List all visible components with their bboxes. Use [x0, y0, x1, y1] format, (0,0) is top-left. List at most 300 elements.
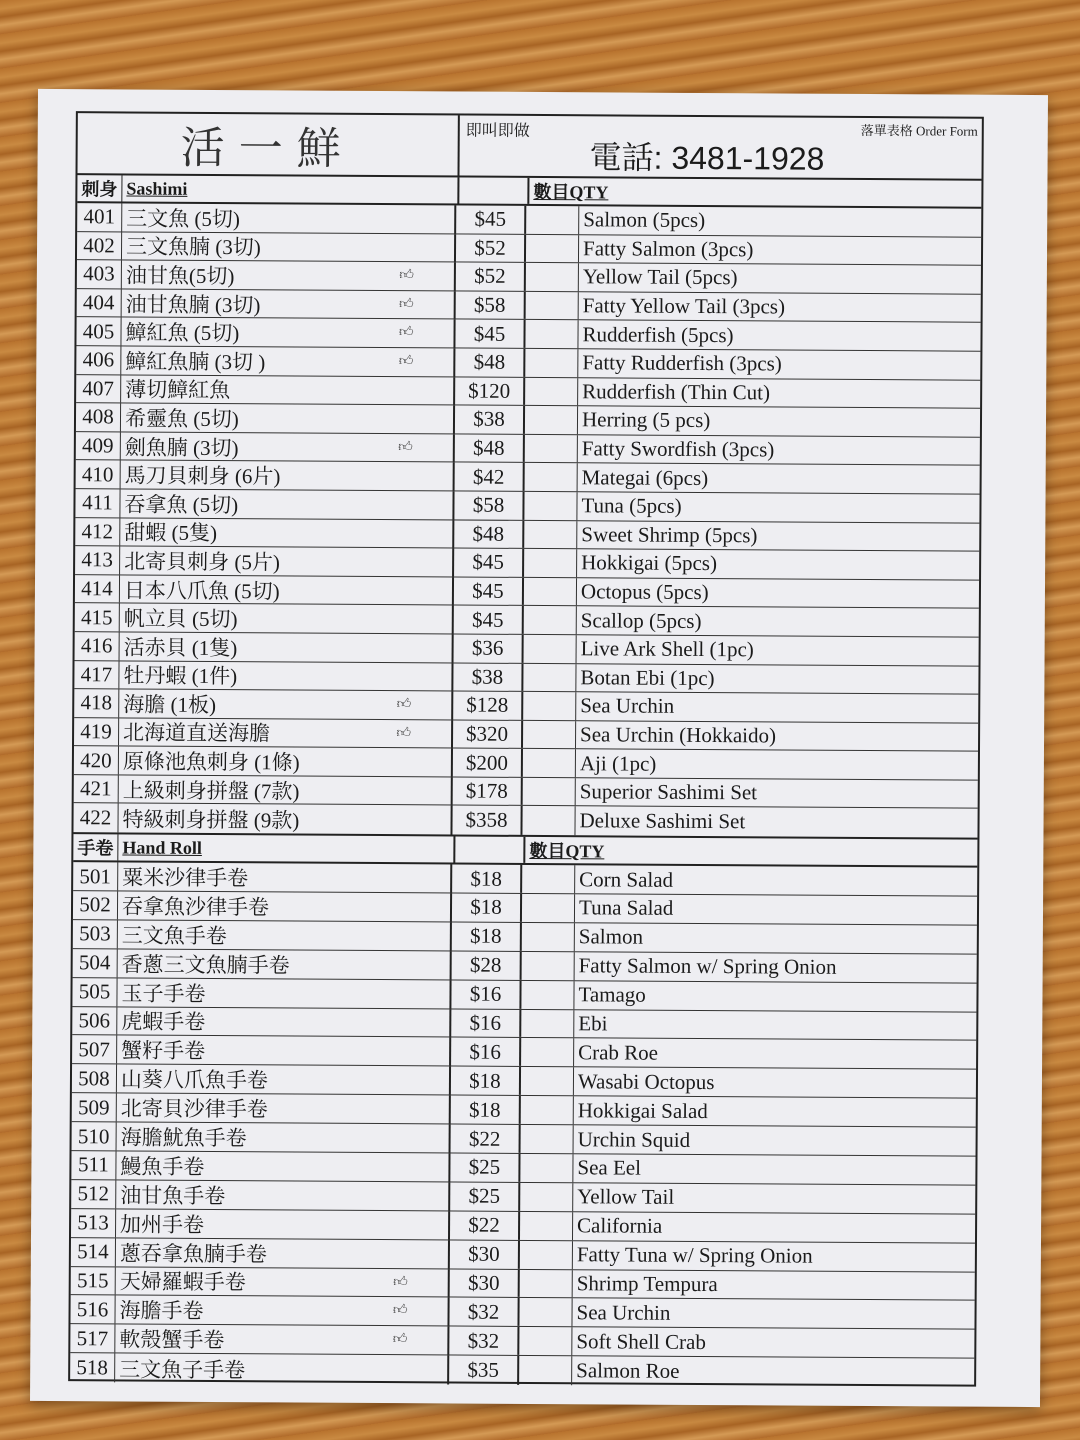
- item-chinese-name: [115, 1354, 449, 1385]
- item-english-name-text: Herring (5 pcs): [581, 407, 711, 433]
- item-number-text: 408: [82, 404, 114, 429]
- menu-row: [73, 804, 977, 838]
- qty-field[interactable]: [524, 492, 577, 520]
- item-price-text: $28: [469, 952, 502, 977]
- item-english-name: [574, 1068, 976, 1098]
- item-chinese-name: [119, 690, 453, 720]
- item-english-name: [574, 1125, 976, 1155]
- item-chinese-name-text: 海膽魷魚手卷: [120, 1125, 247, 1151]
- item-english-name: [579, 263, 981, 293]
- item-number: [77, 289, 122, 317]
- item-chinese-name: [121, 375, 455, 405]
- item-number-text: 417: [80, 661, 113, 687]
- qty-field[interactable]: [521, 1038, 574, 1066]
- item-chinese-name: [115, 1325, 449, 1355]
- item-number: [74, 746, 119, 774]
- item-chinese-name-text: 油甘魚(5切): [125, 263, 235, 289]
- item-chinese-name: [120, 547, 454, 577]
- item-number: [71, 1267, 116, 1295]
- item-english-name: [574, 1096, 976, 1126]
- item-price: [449, 1327, 519, 1355]
- item-english-name: [575, 952, 977, 982]
- item-price-text: $32: [467, 1299, 500, 1324]
- item-english-name: [573, 1241, 975, 1271]
- item-english-name-text: Fatty Rudderfish (3pcs): [582, 350, 782, 376]
- order-form-paper: [30, 89, 1048, 1407]
- item-number-text: 507: [78, 1037, 110, 1062]
- item-number-text: 422: [79, 805, 112, 830]
- item-english-name: [577, 492, 979, 522]
- item-number-text: 514: [77, 1239, 109, 1264]
- qty-field[interactable]: [524, 578, 577, 606]
- item-english-name: [578, 406, 980, 436]
- item-english-name: [578, 321, 980, 351]
- item-chinese-name: [122, 261, 456, 291]
- item-number-text: 515: [76, 1268, 109, 1293]
- item-price-text: $30: [467, 1270, 500, 1295]
- item-number: [73, 804, 118, 833]
- form-header: [77, 113, 981, 181]
- qty-field[interactable]: [522, 952, 575, 980]
- item-english-name-text: Live Ark Shell (1pc): [580, 636, 754, 662]
- item-english-name-text: Fatty Salmon w/ Spring Onion: [578, 953, 837, 979]
- order-form: [68, 111, 984, 1387]
- item-number: [75, 603, 120, 631]
- item-number-text: 508: [78, 1065, 110, 1091]
- qty-field[interactable]: [524, 520, 577, 548]
- item-number-text: 420: [80, 747, 112, 772]
- item-english-name-text: Aji (1pc): [579, 750, 657, 776]
- item-english-name-text: Ebi: [578, 1011, 608, 1036]
- item-price: [455, 406, 525, 434]
- item-price: [451, 1009, 521, 1037]
- item-price-text: $45: [474, 206, 507, 232]
- item-chinese-name: [122, 203, 456, 233]
- qty-field[interactable]: [522, 865, 575, 893]
- item-english-name-text: Corn Salad: [579, 866, 674, 892]
- item-chinese-name: [121, 346, 455, 376]
- item-chinese-name: [120, 604, 454, 634]
- item-english-name-text: Crab Roe: [578, 1040, 659, 1065]
- item-price-text: $16: [469, 1039, 501, 1064]
- item-english-name: [575, 923, 977, 953]
- item-price: [449, 1356, 519, 1385]
- item-chinese-name: [116, 1238, 450, 1268]
- qty-field[interactable]: [520, 1269, 573, 1297]
- qty-field[interactable]: [521, 1125, 574, 1153]
- item-english-name: [572, 1328, 974, 1358]
- item-chinese-name-text: 特級刺身拼盤 (9款): [122, 807, 300, 833]
- item-english-name: [577, 521, 979, 551]
- item-price: [453, 720, 523, 748]
- item-chinese-name: [116, 1180, 450, 1210]
- qty-field[interactable]: [524, 606, 577, 634]
- item-english-name-text: California: [577, 1213, 663, 1238]
- qty-field[interactable]: [525, 320, 578, 348]
- item-english-name: [576, 750, 978, 780]
- item-chinese-name: [120, 575, 454, 605]
- item-english-name: [576, 664, 978, 694]
- thumbs-up-icon: 👍︎: [399, 268, 414, 284]
- item-number-text: 409: [82, 433, 114, 458]
- item-price: [450, 1153, 520, 1181]
- item-number: [75, 518, 120, 546]
- item-chinese-name: [116, 1151, 450, 1181]
- item-english-name: [579, 206, 981, 236]
- item-number-text: 502: [79, 892, 111, 917]
- item-number: [77, 232, 122, 260]
- item-chinese-name: [118, 891, 452, 921]
- qty-field[interactable]: [521, 1067, 574, 1095]
- item-english-name: [577, 549, 979, 579]
- item-number: [72, 1122, 117, 1150]
- item-price-text: $52: [474, 235, 506, 260]
- item-chinese-name: [117, 1007, 451, 1037]
- qty-field[interactable]: [526, 235, 579, 263]
- item-price-text: $48: [473, 435, 505, 460]
- sashimi-qty-label: 數目QTY: [533, 181, 609, 203]
- item-chinese-name-text: 牡丹蝦 (1件): [123, 663, 238, 689]
- item-chinese-name-text: 海膽 (1板): [123, 692, 217, 717]
- handroll-section: [70, 832, 977, 1388]
- item-price-text: $25: [468, 1183, 501, 1209]
- handroll-cn-label: 手卷: [73, 834, 118, 860]
- item-number-text: 509: [77, 1094, 110, 1120]
- item-chinese-name-text: 蔥吞拿魚腩手卷: [119, 1241, 267, 1266]
- item-chinese-name-text: 蟹籽手卷: [121, 1038, 206, 1064]
- item-english-name-text: Salmon: [578, 924, 644, 949]
- item-chinese-name-text: 油甘魚腩 (3切): [125, 292, 261, 317]
- item-english-name: [573, 1212, 975, 1242]
- item-english-name: [579, 235, 981, 265]
- item-english-name-text: Tuna Salad: [578, 895, 674, 921]
- item-chinese-name-text: 三文魚腩 (3切): [125, 234, 261, 260]
- item-number: [70, 1296, 115, 1324]
- item-price-text: $58: [473, 292, 506, 317]
- qty-field[interactable]: [526, 292, 579, 320]
- item-number: [76, 461, 121, 489]
- item-price: [450, 1182, 520, 1210]
- item-price: [454, 577, 524, 605]
- item-price: [450, 1269, 520, 1297]
- sashimi-en-label: Sashimi: [126, 177, 188, 199]
- item-number: [73, 891, 118, 919]
- item-price: [453, 749, 523, 777]
- item-english-name-text: Sea Eel: [577, 1155, 642, 1181]
- qty-field[interactable]: [525, 463, 578, 491]
- item-price-text: $45: [471, 607, 504, 632]
- qty-field[interactable]: [523, 778, 576, 806]
- item-english-name-text: Sea Urchin (Hokkaido): [580, 722, 777, 748]
- item-price: [450, 1240, 520, 1268]
- item-number: [72, 1064, 117, 1092]
- item-chinese-name-text: 鰻魚手卷: [120, 1154, 205, 1179]
- item-english-name: [578, 349, 980, 379]
- item-number: [73, 862, 118, 890]
- qty-field[interactable]: [523, 749, 576, 777]
- item-number: [72, 978, 117, 1006]
- qty-field[interactable]: [520, 1183, 573, 1211]
- item-number: [70, 1324, 115, 1352]
- item-price: [450, 1211, 520, 1239]
- item-number: [75, 489, 120, 517]
- item-number: [74, 689, 119, 717]
- item-number: [77, 260, 122, 288]
- item-chinese-name-text: 馬刀貝刺身 (6片): [124, 463, 281, 489]
- qty-field[interactable]: [520, 1154, 573, 1182]
- item-chinese-name: [119, 775, 453, 805]
- item-chinese-name-text: 山葵八爪魚手卷: [120, 1067, 269, 1093]
- item-number-text: 407: [82, 376, 115, 401]
- item-price-text: $45: [473, 321, 506, 346]
- item-chinese-name-text: 日本八爪魚 (5切): [123, 577, 280, 603]
- item-english-name: [578, 435, 980, 465]
- item-number-text: 501: [79, 863, 112, 888]
- qty-field[interactable]: [521, 981, 574, 1009]
- item-chinese-name-text: 鱆紅魚 (5切): [125, 320, 240, 346]
- handroll-en-label: Hand Roll: [122, 837, 202, 858]
- qty-field[interactable]: [522, 923, 575, 951]
- item-chinese-name-text: 加州手卷: [120, 1212, 205, 1237]
- item-chinese-name: [117, 1094, 451, 1124]
- item-number: [75, 575, 120, 603]
- item-chinese-name: [121, 318, 455, 348]
- header-info: [459, 116, 981, 179]
- item-price: [451, 1067, 521, 1095]
- qty-field[interactable]: [525, 377, 578, 405]
- item-english-name-text: Salmon Roe: [576, 1358, 680, 1384]
- item-price-text: $30: [468, 1241, 500, 1266]
- item-chinese-name-text: 甜蝦 (5隻): [124, 520, 218, 546]
- item-price-text: $22: [468, 1212, 500, 1237]
- item-number-text: 421: [79, 776, 112, 801]
- item-chinese-name: [117, 1123, 451, 1153]
- item-english-name-text: Superior Sashimi Set: [579, 779, 758, 805]
- item-number: [71, 1151, 116, 1179]
- item-english-name: [577, 578, 979, 608]
- item-price: [455, 320, 525, 348]
- item-chinese-name: [118, 862, 452, 892]
- item-chinese-name: [117, 1065, 451, 1095]
- qty-field[interactable]: [525, 349, 578, 377]
- item-number-text: 517: [76, 1325, 109, 1351]
- item-chinese-name-text: 粟米沙律手卷: [122, 865, 249, 891]
- item-number-text: 518: [76, 1355, 109, 1380]
- item-english-name-text: Fatty Swordfish (3pcs): [581, 436, 775, 462]
- item-chinese-name-text: 海膽手卷: [119, 1298, 204, 1324]
- item-number: [72, 1093, 117, 1121]
- item-number-text: 419: [80, 719, 112, 744]
- qty-field[interactable]: [524, 549, 577, 577]
- item-chinese-name: [121, 432, 455, 462]
- thumbs-up-icon: 👍︎: [393, 1274, 408, 1290]
- item-english-name-text: Rudderfish (Thin Cut): [582, 379, 771, 405]
- item-chinese-name-text: 軟殼蟹手卷: [119, 1327, 225, 1353]
- item-chinese-name: [122, 232, 456, 262]
- item-english-name: [575, 807, 977, 838]
- item-english-name-text: Rudderfish (5pcs): [582, 321, 734, 347]
- item-chinese-name-text: 吞拿魚 (5切): [124, 492, 239, 517]
- item-number: [72, 1007, 117, 1035]
- item-number-text: 405: [82, 318, 115, 344]
- item-price: [452, 951, 522, 979]
- item-price: [451, 1038, 521, 1066]
- qty-field[interactable]: [519, 1327, 572, 1355]
- item-chinese-name: [119, 718, 453, 748]
- item-price-text: $38: [473, 407, 505, 432]
- item-chinese-name: [120, 632, 454, 662]
- item-price-text: $52: [474, 264, 506, 289]
- item-english-name-text: Fatty Salmon (3pcs): [582, 236, 754, 262]
- item-price-text: $22: [468, 1126, 501, 1151]
- item-english-name: [574, 1039, 976, 1069]
- item-price-text: $320: [466, 721, 509, 746]
- item-number-text: 416: [80, 633, 113, 658]
- item-chinese-name-text: 三文魚 (5切): [126, 206, 241, 231]
- item-chinese-name: [118, 920, 452, 950]
- item-english-name: [578, 464, 980, 494]
- item-chinese-name: [121, 461, 455, 491]
- item-number-text: 410: [81, 461, 114, 487]
- item-price: [455, 348, 525, 376]
- item-price-text: $35: [467, 1357, 500, 1382]
- item-number: [76, 375, 121, 403]
- item-number: [70, 1353, 115, 1382]
- menu-row: [70, 1353, 974, 1387]
- item-chinese-name: [120, 489, 454, 519]
- item-number-text: 401: [83, 204, 116, 229]
- item-english-name: [572, 1299, 974, 1329]
- qty-field[interactable]: [526, 263, 579, 291]
- sashimi-rows: [73, 203, 981, 838]
- item-number-text: 414: [81, 576, 113, 601]
- item-number-text: 506: [78, 1008, 111, 1033]
- item-price: [451, 1096, 521, 1124]
- item-price-text: $18: [469, 1068, 501, 1093]
- qty-field[interactable]: [525, 406, 578, 434]
- item-chinese-name: [117, 1036, 451, 1066]
- item-price: [454, 491, 524, 519]
- item-number: [71, 1238, 116, 1266]
- item-chinese-name: [118, 804, 452, 835]
- item-number-text: 512: [77, 1181, 110, 1206]
- item-price: [451, 980, 521, 1008]
- item-number: [74, 661, 119, 689]
- item-chinese-name-text: 油甘魚手卷: [120, 1183, 226, 1208]
- item-english-name: [576, 778, 978, 808]
- item-english-name: [573, 1270, 975, 1300]
- item-chinese-name-text: 吞拿魚沙律手卷: [121, 894, 270, 920]
- item-chinese-name-text: 上級刺身拼盤 (7款): [122, 778, 300, 804]
- qty-field[interactable]: [523, 663, 576, 691]
- item-price-text: $25: [468, 1154, 501, 1180]
- item-price-text: $200: [465, 750, 508, 775]
- item-chinese-name-text: 三文魚手卷: [121, 923, 227, 948]
- item-price-text: $48: [472, 521, 505, 546]
- qty-field[interactable]: [522, 894, 575, 922]
- qty-field[interactable]: [526, 206, 579, 234]
- item-english-name: [573, 1183, 975, 1213]
- item-english-name: [576, 721, 978, 751]
- qty-field[interactable]: [523, 721, 576, 749]
- item-price: [455, 463, 525, 491]
- item-price: [454, 520, 524, 548]
- item-price: [454, 634, 524, 662]
- item-price: [453, 692, 523, 720]
- item-price-text: $16: [469, 981, 502, 1006]
- qty-field[interactable]: [523, 692, 576, 720]
- item-number-text: 418: [80, 690, 113, 715]
- item-price-text: $18: [470, 866, 503, 891]
- item-price: [454, 549, 524, 577]
- qty-field[interactable]: [520, 1241, 573, 1269]
- item-chinese-name-text: 鱆紅魚腩 (3切 ): [125, 349, 266, 375]
- qty-field[interactable]: [524, 635, 577, 663]
- qty-field[interactable]: [521, 1009, 574, 1037]
- item-english-name: [574, 1010, 976, 1040]
- item-english-name-text: Wasabi Octopus: [577, 1068, 715, 1094]
- item-chinese-name: [121, 404, 455, 434]
- item-chinese-name: [116, 1209, 450, 1239]
- qty-field[interactable]: [519, 1356, 572, 1385]
- qty-field[interactable]: [520, 1212, 573, 1240]
- item-number-text: 516: [76, 1297, 109, 1322]
- item-price-text: $128: [466, 692, 509, 718]
- item-english-name-text: Yellow Tail (5pcs): [582, 264, 738, 290]
- item-chinese-name-text: 活赤貝 (1隻): [123, 635, 238, 660]
- item-price-text: $120: [468, 378, 511, 403]
- item-price-text: $42: [472, 464, 505, 489]
- handroll-qty-label: 數目QTY: [529, 841, 605, 862]
- item-number-text: 411: [82, 490, 113, 515]
- item-number: [71, 1180, 116, 1208]
- item-chinese-name-text: 玉子手卷: [121, 981, 206, 1006]
- item-price: [452, 865, 522, 893]
- item-price: [456, 263, 526, 291]
- item-price-text: $38: [471, 664, 504, 689]
- phone-number: 電話: 3481-1928: [589, 139, 825, 177]
- handroll-rows: [70, 862, 977, 1388]
- item-english-name: [579, 292, 981, 322]
- item-number-text: 403: [83, 261, 115, 286]
- item-price: [452, 806, 522, 835]
- item-chinese-name-text: 薄切鱆紅魚: [125, 377, 231, 403]
- item-chinese-name: [116, 1267, 450, 1297]
- order-form-label: 落單表格 Order Form: [860, 122, 978, 139]
- thumbs-up-icon: 👍︎: [399, 296, 414, 313]
- item-price: [453, 663, 523, 691]
- thumbs-up-icon: 👍︎: [398, 439, 413, 455]
- qty-field[interactable]: [521, 1096, 574, 1124]
- item-price-text: $45: [472, 578, 504, 603]
- item-number-text: 504: [78, 950, 111, 975]
- item-chinese-name-text: 希靈魚 (5切): [124, 406, 239, 432]
- qty-field[interactable]: [525, 435, 578, 463]
- item-chinese-name-text: 虎蝦手卷: [121, 1009, 206, 1035]
- item-price: [456, 234, 526, 262]
- qty-field[interactable]: [519, 1298, 572, 1326]
- item-english-name-text: Fatty Yellow Tail (3pcs): [582, 293, 786, 319]
- item-english-name-text: Deluxe Sashimi Set: [579, 808, 746, 834]
- restaurant-logo: 活一鮮: [78, 113, 460, 175]
- item-number-text: 406: [82, 347, 115, 372]
- item-price: [456, 291, 526, 319]
- item-english-name-text: Shrimp Tempura: [576, 1271, 718, 1297]
- item-number: [76, 346, 121, 374]
- item-number: [74, 718, 119, 746]
- item-chinese-name: [118, 949, 452, 979]
- qty-field[interactable]: [522, 806, 575, 835]
